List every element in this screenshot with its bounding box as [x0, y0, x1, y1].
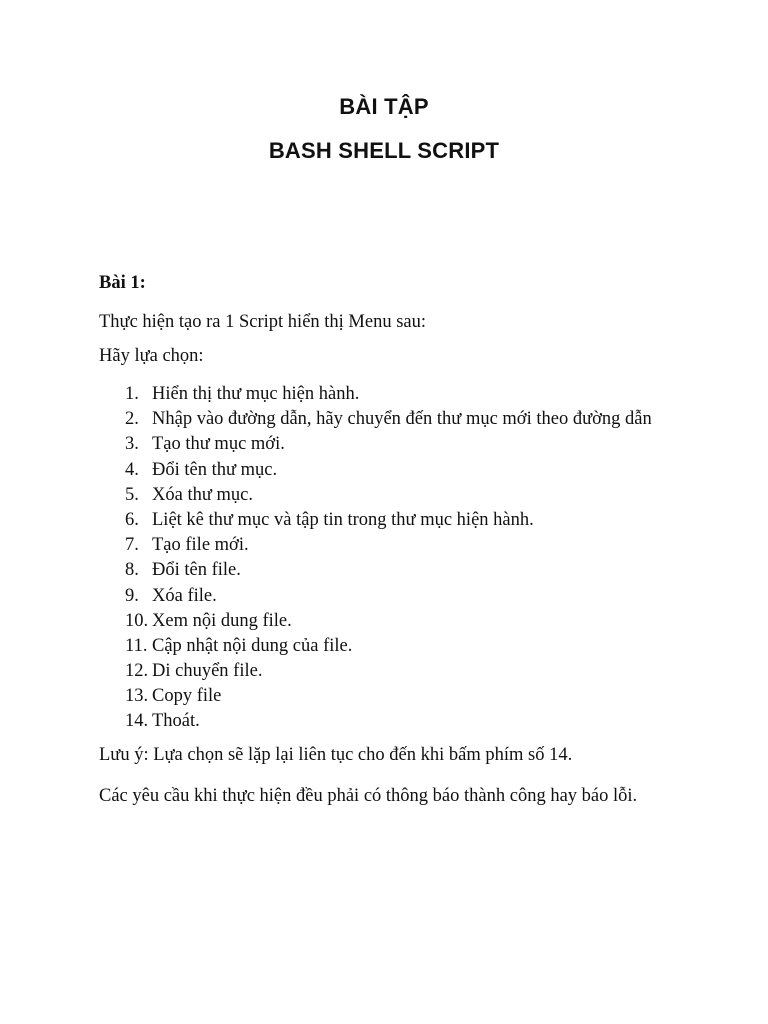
menu-item-text: Copy file [152, 686, 222, 707]
menu-item-text: Thoát. [152, 711, 200, 732]
menu-item-text: Tạo thư mục mới. [152, 434, 285, 455]
menu-item [125, 558, 681, 583]
menu-item-number: 12. [125, 661, 149, 682]
menu-item [125, 508, 681, 533]
menu-item-number: 2. [125, 409, 139, 430]
menu-item-text: Đổi tên file. [152, 560, 241, 581]
menu-item-number: 6. [125, 509, 139, 530]
menu-item-number: 10. [125, 610, 149, 631]
menu-item-number: 14. [125, 711, 149, 732]
menu-item [125, 659, 681, 684]
menu-item [125, 709, 681, 734]
menu-item-number: 4. [125, 459, 139, 480]
menu-item [125, 684, 681, 709]
menu-item [125, 609, 681, 634]
exercise-heading: Bài 1: [99, 273, 146, 293]
menu-item [125, 533, 681, 558]
menu-item-number: 11. [125, 635, 148, 656]
menu-item-number: 13. [125, 686, 149, 707]
menu-item-text: Hiển thị thư mục hiện hành. [152, 384, 360, 404]
menu-item-number: 9. [125, 585, 139, 606]
menu-item-number: 3. [125, 434, 139, 455]
exercise-intro: Thực hiện tạo ra 1 Script hiển thị Menu sau: [99, 312, 427, 332]
menu-item [125, 458, 681, 483]
menu-prompt: Hãy lựa chọn: [99, 346, 204, 366]
document-subtitle: BASH SHELL SCRIPT [268, 138, 500, 163]
menu-item [125, 584, 681, 609]
note-paragraph: Lưu ý: Lựa chọn sẽ lặp lại liên tục cho đến khi bấm phím số 14. [99, 745, 573, 765]
menu-item-text: Xóa thư mục. [152, 484, 253, 505]
menu-item-text: Xóa file. [152, 585, 217, 606]
menu-item-text: Xem nội dung file. [152, 610, 292, 631]
menu-item-text: Liệt kê thư mục và tập tin trong thư mục hiện hành. [152, 509, 534, 530]
menu-item-text: Cập nhật nội dung của file. [152, 635, 353, 656]
menu-item-text: Đổi tên thư mục. [152, 459, 278, 480]
menu-item-number: 1. [125, 384, 139, 404]
menu-item [125, 483, 681, 508]
menu-item-text: Di chuyển file. [152, 661, 263, 682]
menu-item-number: 7. [125, 535, 139, 556]
menu-list [125, 382, 681, 735]
requirement-paragraph: Các yêu cầu khi thực hiện đều phải có thông báo thành công hay báo lỗi. [99, 786, 638, 806]
document-title: BÀI TẬP [339, 94, 429, 119]
menu-item [125, 432, 681, 457]
menu-item [125, 634, 681, 659]
menu-item-text: Tạo file mới. [152, 535, 249, 556]
menu-item [125, 382, 681, 407]
menu-item-text: Nhập vào đường dẫn, hãy chuyển đến thư mục mới theo đường dẫn [152, 409, 652, 430]
menu-item [125, 407, 681, 432]
menu-item-number: 5. [125, 484, 139, 505]
menu-item-number: 8. [125, 560, 139, 581]
